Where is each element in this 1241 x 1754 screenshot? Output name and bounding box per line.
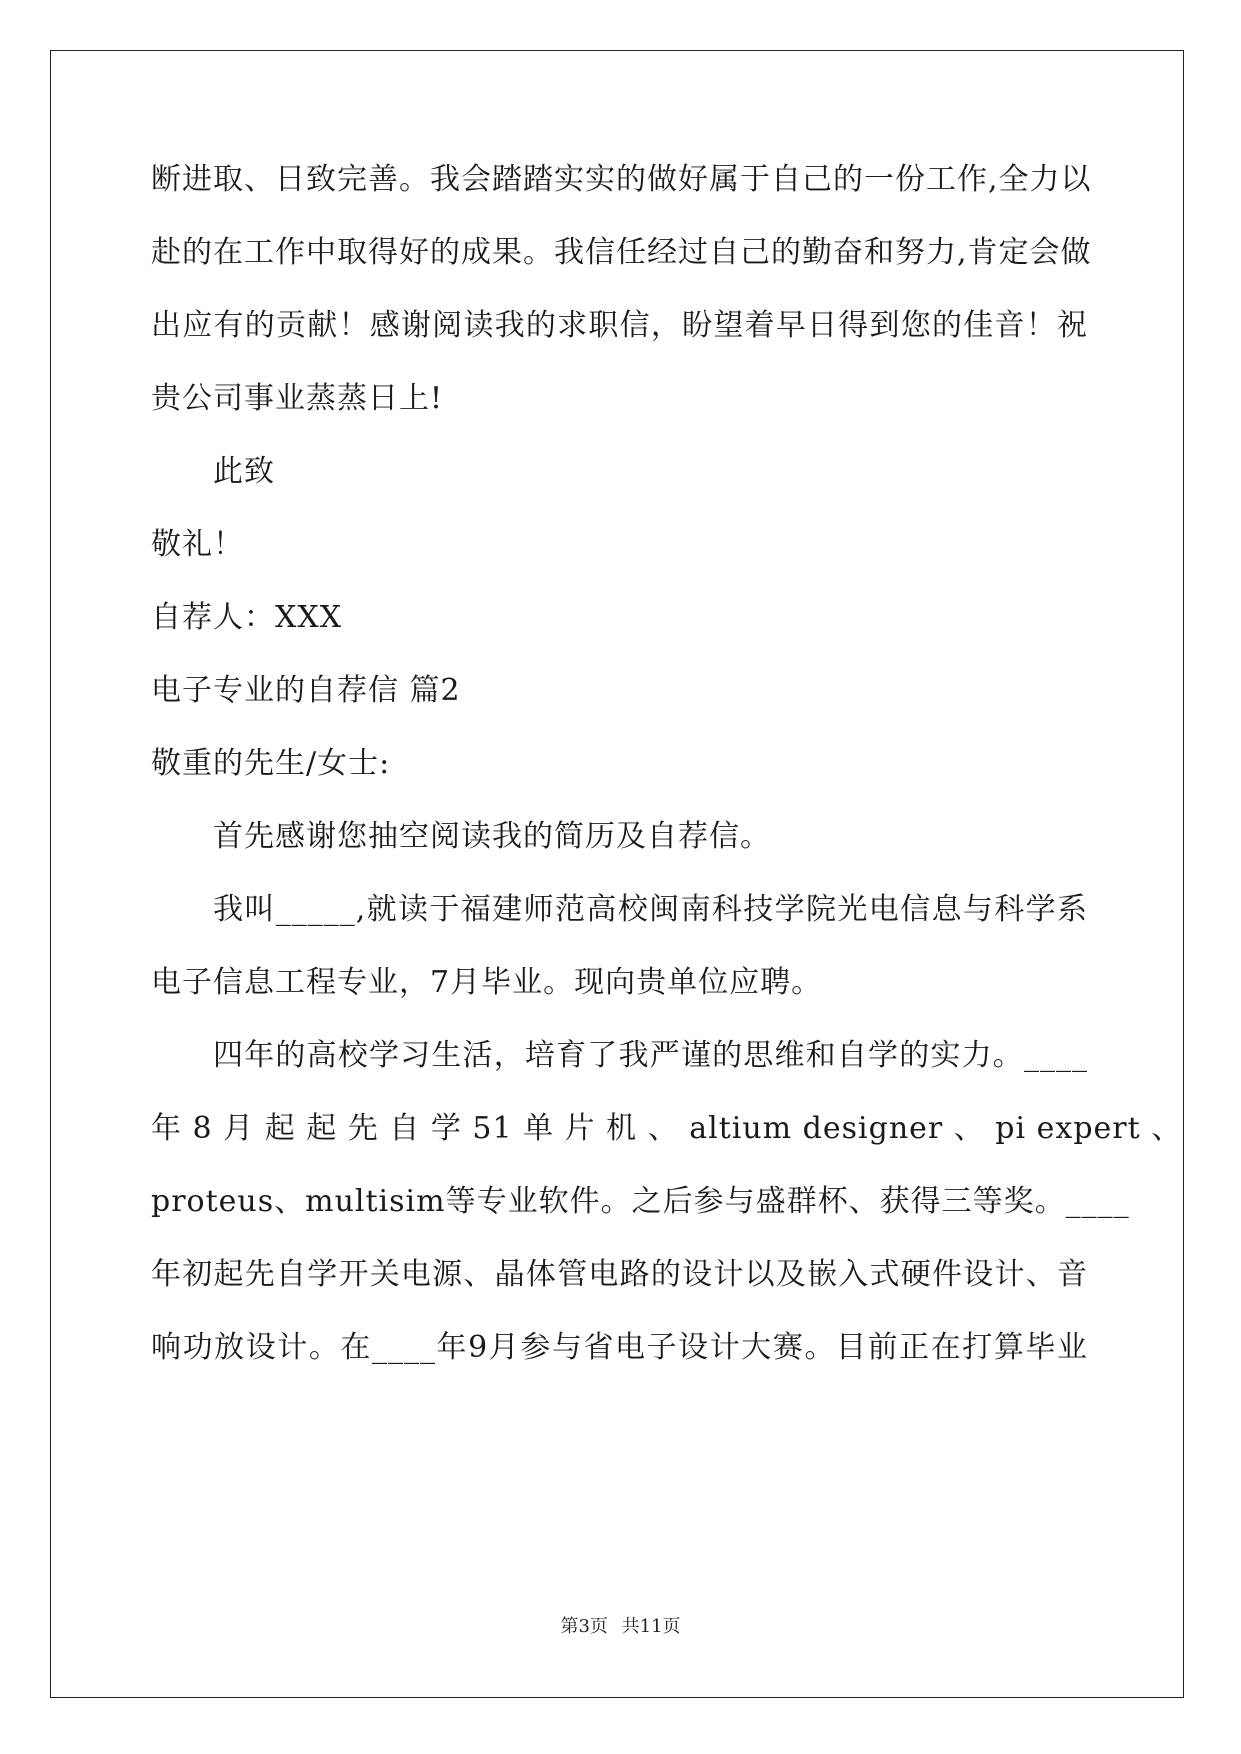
paragraph-line: 电子信息工程专业，7月毕业。现向贵单位应聘。 — [151, 965, 823, 1000]
greeting-line: 敬重的先生/女士: — [151, 746, 391, 781]
paragraph-line: 年初起先自学开关电源、晶体管电路的设计以及嵌入式硬件设计、音 — [151, 1257, 1088, 1292]
closing-regards: 敬礼！ — [151, 527, 244, 562]
page-number: 第3页 — [560, 1616, 608, 1637]
paragraph-line: 赴的在工作中取得好的成果。我信任经过自己的勤奋和努力,肯定会做 — [151, 235, 1092, 270]
paragraph-line: 响功放设计。在____年9月参与省电子设计大赛。目前正在打算毕业 — [151, 1330, 1088, 1365]
page-footer — [0, 1615, 1241, 1639]
paragraph-line: 我叫_____,就读于福建师范高校闽南科技学院光电信息与科学系 — [213, 892, 1088, 927]
section-title: 电子专业的自荐信 篇2 — [151, 673, 461, 708]
paragraph-line: 年 8 月 起 起 先 自 学 51 单 片 机 、 altium designer 、 pi expert 、 — [151, 1111, 1183, 1146]
paragraph-line: 断进取、日致完善。我会踏踏实实的做好属于自己的一份工作,全力以 — [151, 162, 1092, 197]
page-total: 共11页 — [621, 1616, 681, 1637]
paragraph-line: 出应有的贡献！感谢阅读我的求职信，盼望着早日得到您的佳音！祝 — [151, 308, 1088, 343]
page-border — [50, 50, 1184, 1698]
paragraph-line: 贵公司事业蒸蒸日上! — [151, 381, 444, 416]
paragraph-line: proteus、multisim等专业软件。之后参与盛群杯、获得三等奖。____ — [151, 1184, 1130, 1219]
paragraph-line: 首先感谢您抽空阅读我的简历及自荐信。 — [213, 819, 771, 854]
paragraph-line: 四年的高校学习生活，培育了我严谨的思维和自学的实力。____ — [213, 1038, 1088, 1073]
signature-line: 自荐人：XXX — [151, 600, 343, 635]
closing-salutation: 此致 — [213, 454, 275, 489]
